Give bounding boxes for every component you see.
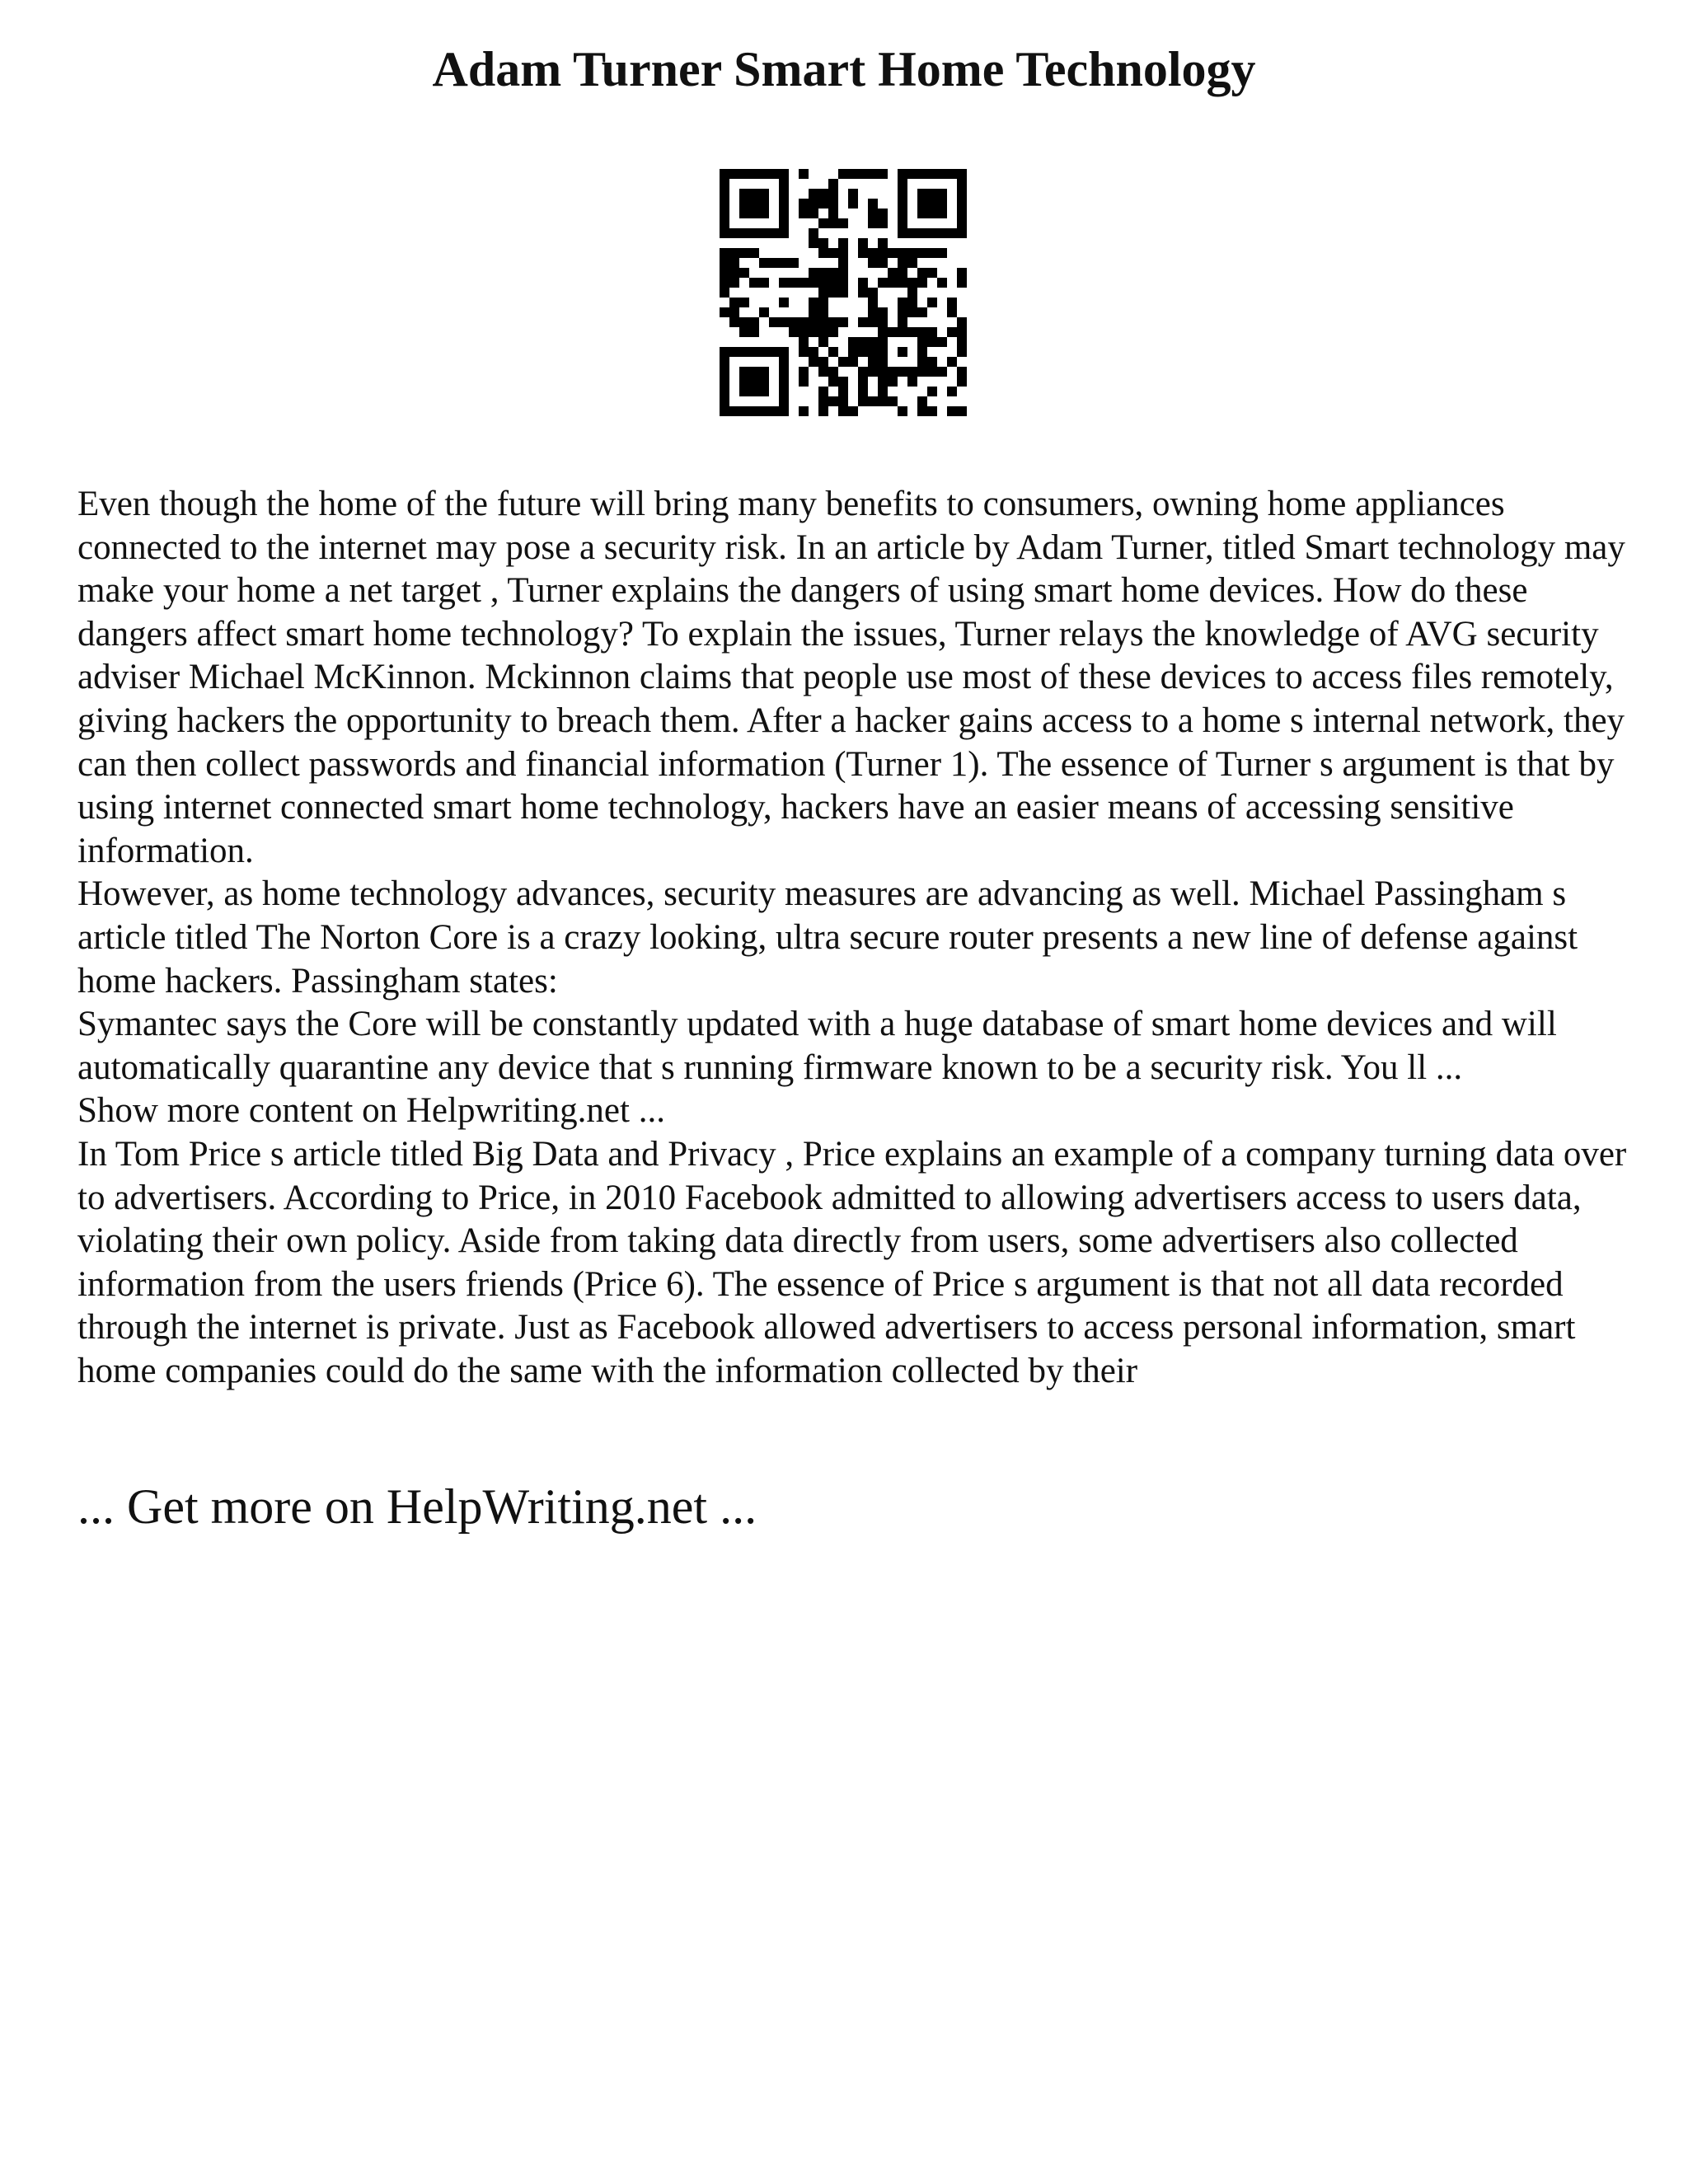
- show-more-link[interactable]: Show more content on Helpwriting.net ...: [77, 1091, 665, 1131]
- page-title: Adam Turner Smart Home Technology: [432, 42, 1256, 96]
- paragraph: In Tom Price s article titled Big Data and Privacy , Price explains an example of a company turning data over to advertisers. According to Price, in 2010 Facebook admitted to allowing advertisers access to users data, violating their own policy. Aside from taking data directly from users, some advertisers also collected information from the users friends (Price 6). The essence of Price s argument is that not all data recorded through the internet is private. Just as Facebook allowed advertisers to access personal information, smart home companies could do the same with the information collected by their: [77, 1134, 1627, 1390]
- paragraph: However, as home technology advances, security measures are advancing as well. Michael Passingham s article titled The Norton Core is a crazy looking, ultra secure router presents a new line of defense against home hackers. Passingham states:: [77, 874, 1578, 1001]
- quote-paragraph: Symantec says the Core will be constantly updated with a huge database of smart home devices and will automatically quarantine any device that s running firmware known to be a security risk. You ll ...: [77, 1005, 1557, 1087]
- article-body: [77, 483, 1627, 1393]
- qr-code-icon: [720, 169, 967, 416]
- get-more-link[interactable]: ... Get more on HelpWriting.net ...: [77, 1479, 757, 1534]
- paragraph: Even though the home of the future will bring many benefits to consumers, owning home appliances connected to the internet may pose a security risk. In an article by Adam Turner, titled Smart technology may make your home a net target , Turner explains the dangers of using smart home devices. How do these dangers affect smart home technology? To explain the issues, Turner relays the knowledge of AVG security adviser Michael McKinnon. Mckinnon claims that people use most of these devices to access files remotely, giving hackers the opportunity to breach them. After a hacker gains access to a home s internal network, they can then collect passwords and financial information (Turner 1). The essence of Turner s argument is that by using internet connected smart home technology, hackers have an easier means of accessing sensitive information.: [77, 485, 1625, 870]
